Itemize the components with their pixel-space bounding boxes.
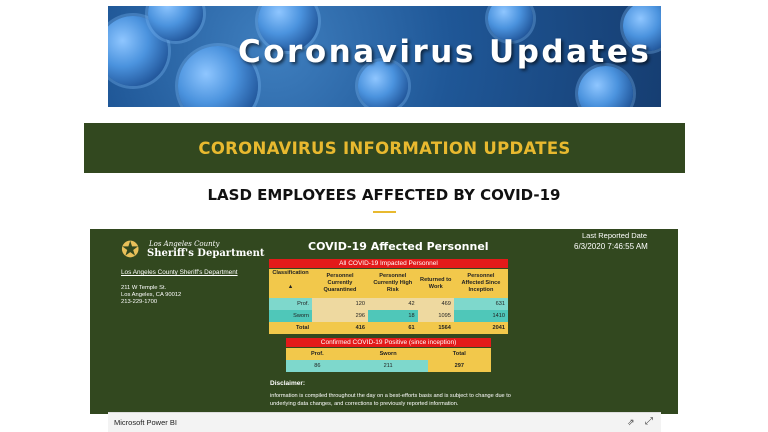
table-cell: 297 <box>428 360 491 372</box>
table-cell: 296 <box>312 310 368 322</box>
positive-table-header: Confirmed COVID-19 Positive (since inception) <box>286 338 491 347</box>
table-cell: 1564 <box>418 322 454 334</box>
column-header[interactable]: Total <box>428 348 491 360</box>
table-cell: 1095 <box>418 310 454 322</box>
table-cell: 211 <box>349 360 428 372</box>
department-link[interactable]: Los Angeles County Sheriff's Department <box>121 269 238 276</box>
section-title: LASD EMPLOYEES AFFECTED BY COVID-19 <box>207 186 561 204</box>
share-icon[interactable]: ⇗ <box>627 417 635 427</box>
address-line: 213-229-1700 <box>121 299 158 305</box>
table-cell: 86 <box>286 360 349 372</box>
impacted-table-header: All COVID-19 Impacted Personnel <box>269 259 508 268</box>
impacted-table <box>269 269 508 334</box>
table-cell: 416 <box>312 322 368 334</box>
table-cell: 18 <box>368 310 418 322</box>
address-line: Los Angeles, CA 90012 <box>121 292 182 298</box>
powerbi-report[interactable] <box>90 229 678 414</box>
disclaimer-label: Disclaimer: <box>270 380 306 387</box>
report-title: COVID-19 Affected Personnel <box>308 240 489 253</box>
info-updates-title: CORONAVIRUS INFORMATION UPDATES <box>198 138 571 158</box>
last-reported-label: Last Reported Date <box>582 231 648 240</box>
column-header[interactable]: Personnel Affected Since Inception <box>454 269 508 298</box>
column-header[interactable]: Returned to Work <box>418 269 454 298</box>
last-reported-date: 6/3/2020 7:46:55 AM <box>574 242 648 251</box>
table-row <box>269 298 508 310</box>
table-cell: 2041 <box>454 322 508 334</box>
column-header[interactable]: Sworn <box>349 348 428 360</box>
table-cell: Sworn <box>269 310 312 322</box>
info-updates-bar <box>84 123 685 173</box>
powerbi-link[interactable]: Microsoft Power BI <box>114 418 177 427</box>
fullscreen-icon[interactable]: ⤢ <box>645 416 653 427</box>
virus-graphic <box>578 66 633 107</box>
table-cell: 61 <box>368 322 418 334</box>
column-header[interactable]: Personnel Currently Quarantined <box>312 269 368 298</box>
powerbi-footer <box>108 412 661 432</box>
title-underline <box>373 211 396 213</box>
table-row <box>269 310 508 322</box>
table-row <box>286 360 491 372</box>
logo-line-1: Los Angeles County <box>149 240 220 248</box>
column-header[interactable]: Classification ▲ <box>269 269 312 298</box>
table-cell: Prof. <box>269 298 312 310</box>
column-header[interactable]: Personnel Currently High Risk <box>368 269 418 298</box>
table-cell: 469 <box>418 298 454 310</box>
address-line: 211 W Temple St. <box>121 285 167 291</box>
sheriff-logo <box>121 237 265 263</box>
table-cell: 42 <box>368 298 418 310</box>
table-cell: 1410 <box>454 310 508 322</box>
table-cell: Total <box>269 322 312 334</box>
table-cell: 120 <box>312 298 368 310</box>
banner-title: Coronavirus Updates <box>238 34 652 70</box>
sheriff-star-icon: ✪ <box>121 237 140 262</box>
disclaimer-text: information is compiled throughout the day on a best-efforts basis and is subject to change due to underlying data changes, and corrections to previously reported information. <box>270 393 511 407</box>
column-header[interactable]: Prof. <box>286 348 349 360</box>
coronavirus-banner <box>108 6 661 107</box>
positive-table <box>286 348 491 372</box>
table-cell: 631 <box>454 298 508 310</box>
logo-line-2: Sheriff's Department <box>147 248 265 259</box>
table-row-total <box>269 322 508 334</box>
